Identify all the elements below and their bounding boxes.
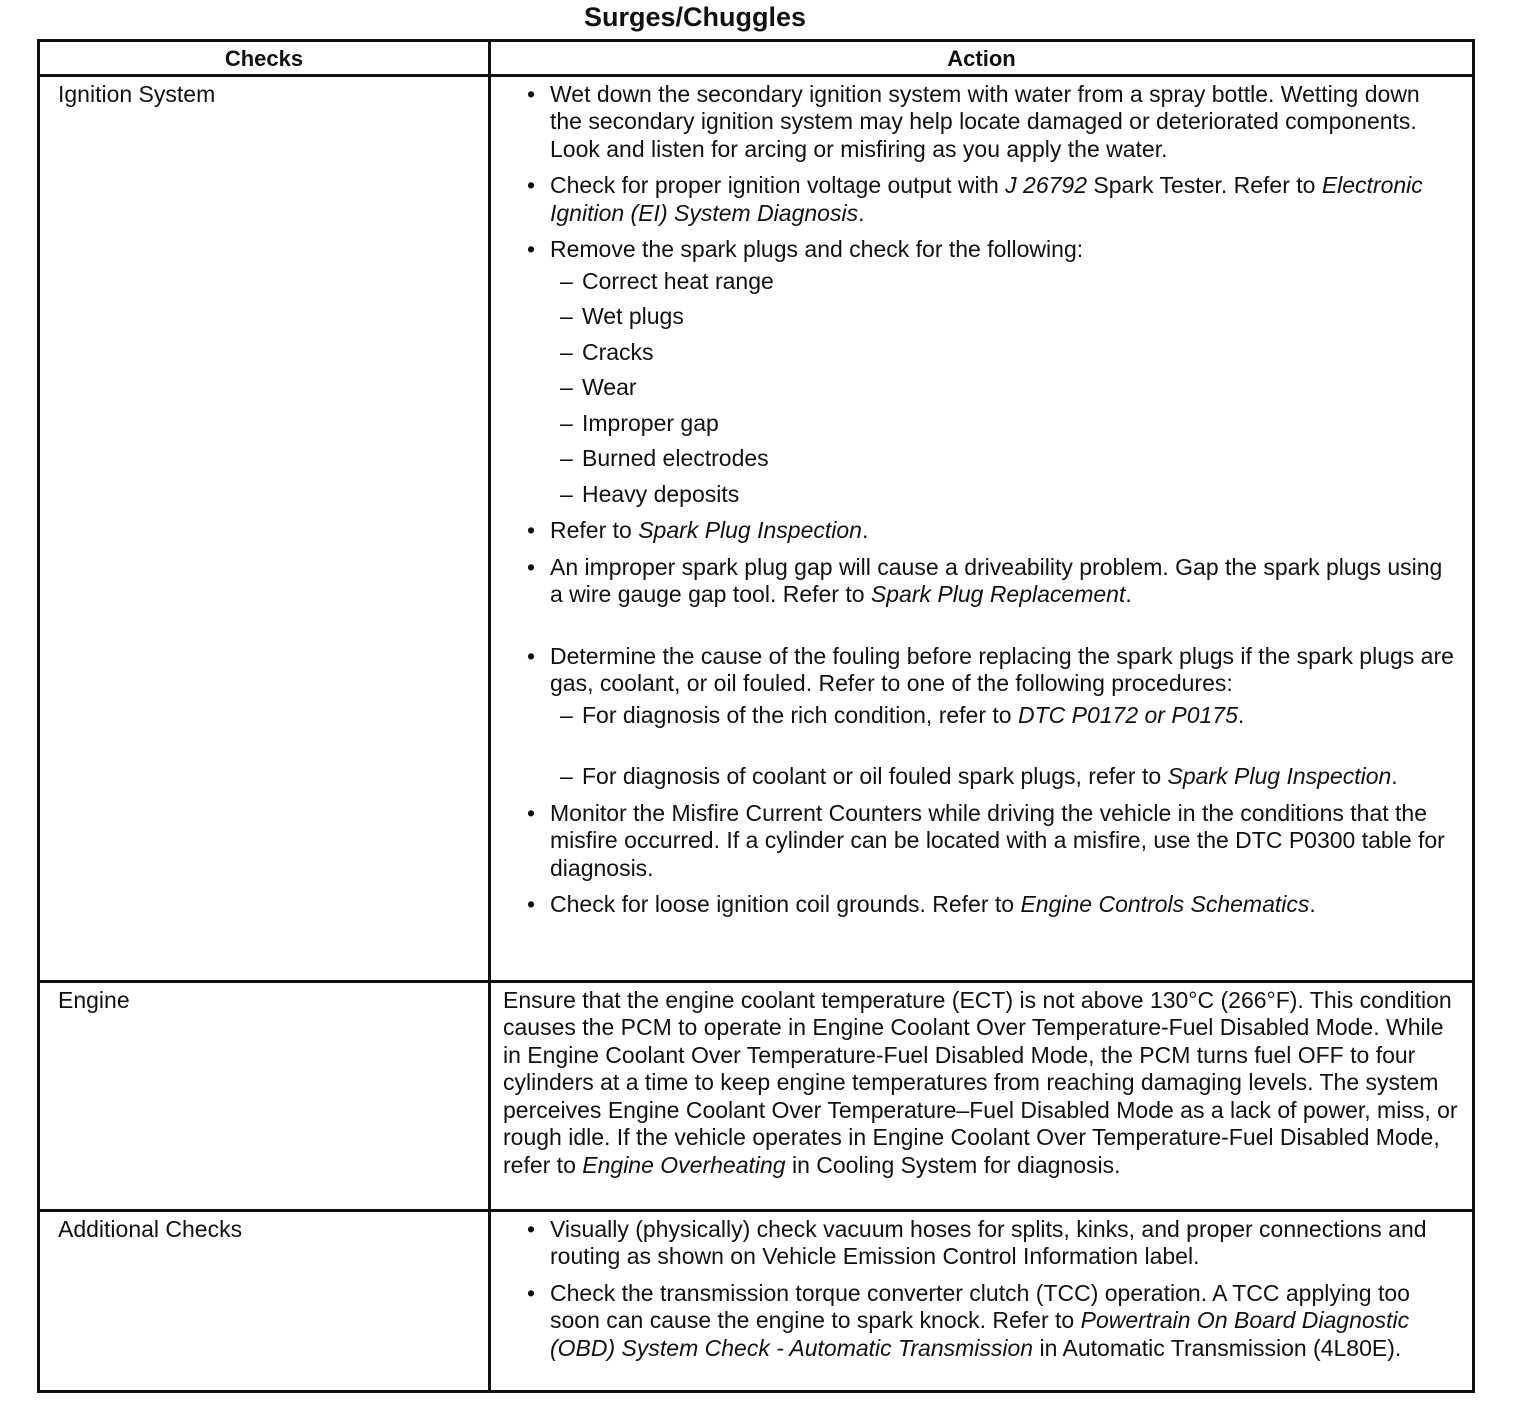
procedure-reference: Engine Overheating (582, 1151, 786, 1178)
procedure-reference: Powertrain On Board Diagnostic (OBD) System Check - Automatic Transmission (550, 1307, 1410, 1361)
list-item: • Check for loose ignition coil grounds. Refer to Engine Controls Schematics. (503, 891, 1458, 919)
page-title: Surges/Chuggles (583, 2, 807, 32)
diagnostic-table (37, 39, 1475, 1393)
list-item: • Refer to Spark Plug Inspection. (503, 517, 1458, 545)
list-item: • Determine the cause of the fouling before replacing the spark plugs if the spark plugs are gas, coolant, or oil fouled. Refer to one of the following procedures: – For diagnosis of the rich condition, refer to DTC P0172 or P0175. – For diagnosis of coolant or oil fouled spark plugs, refer to Spark Plug Inspection. (503, 643, 1458, 791)
list-item: • Wet down the secondary ignition system with water from a spray bottle. Wetting down the secondary ignition system may help locate damaged or deteriorated components. Look and listen for arcing or misfiring as you apply the water. (503, 81, 1458, 164)
action-cell-additional (490, 1210, 1474, 1391)
spark-plug-check-list (550, 268, 1458, 509)
table-header-row (39, 41, 1474, 76)
additional-action-list (503, 1216, 1458, 1363)
action-cell-engine (490, 981, 1474, 1210)
list-item: • An improper spark plug gap will cause a driveability problem. Gap the spark plugs using a wire gauge gap tool. Refer to Spark Plug Replacement. (503, 554, 1458, 609)
procedure-reference: Spark Plug Replacement (870, 581, 1126, 607)
tool-reference: J 26792 (1005, 172, 1088, 198)
sub-list-item: – Wet plugs (560, 303, 684, 329)
procedure-reference: Spark Plug Inspection (638, 517, 862, 543)
list-item: • Visually (physically) check vacuum hoses for splits, kinks, and proper connections and routing as shown on Vehicle Emission Control Information label. (503, 1216, 1458, 1271)
sub-list-item: – Improper gap (560, 409, 719, 436)
ignition-action-list (503, 81, 1458, 919)
list-item: • Remove the spark plugs and check for the following: – Correct heat range – Wet plugs – Cracks – Wear – Improper gap – Burned electrodes – Heavy deposits (503, 236, 1458, 508)
procedure-reference: DTC P0172 or P0175 (1017, 701, 1238, 728)
table-row (39, 981, 1474, 1210)
list-item: • Check the transmission torque converter clutch (TCC) operation. A TCC applying too soon can cause the engine to spark knock. Refer to Powertrain On Board Diagnostic (OBD) System Check - Automatic Transmission in Automatic Transmission (4L80E). (503, 1280, 1458, 1363)
list-item: • Monitor the Misfire Current Counters while driving the vehicle in the conditions that the misfire occurred. If a cylinder can be located with a misfire, use the DTC P0300 table for diagnosis. (503, 800, 1458, 883)
sub-list-item: – Correct heat range (560, 267, 774, 294)
sub-list-item: – For diagnosis of coolant or oil fouled spark plugs, refer to Spark Plug Inspection. (560, 763, 1398, 789)
table-row (39, 1210, 1474, 1391)
check-cell-engine: Engine (39, 981, 490, 1210)
sub-list-item: – Heavy deposits (560, 480, 740, 507)
table-row (39, 75, 1474, 981)
sub-list-item: – Burned electrodes (560, 445, 769, 471)
check-cell-ignition: Ignition System (39, 75, 490, 981)
check-cell-additional: Additional Checks (39, 1210, 490, 1391)
procedure-reference: Spark Plug Inspection (1167, 763, 1392, 789)
sub-list-item: – Cracks (560, 338, 654, 365)
fouling-procedure-list (550, 702, 1458, 791)
column-header-action: Action (490, 41, 1474, 76)
sub-list-item: – Wear (560, 374, 637, 400)
procedure-reference: Engine Controls Schematics (1020, 891, 1310, 917)
action-cell-ignition (490, 75, 1474, 981)
list-item: • Check for proper ignition voltage output with J 26792 Spark Tester. Refer to Electronic Ignition (EI) System Diagnosis. (503, 172, 1458, 227)
engine-action-text: Ensure that the engine coolant temperature (ECT) is not above 130°C (266°F). This condition causes the PCM to operate in Engine Coolant Over Temperature-Fuel Disabled Mode. While in Engine Coolant Over Temperature-Fuel Disabled Mode, the PCM turns fuel OFF to four cylinders at a time to keep engine temperatures from reaching damaging levels. The system perceives Engine Coolant Over Temperature–Fuel Disabled Mode as a lack of power, miss, or rough idle. If the vehicle operates in Engine Coolant Over Temperature-Fuel Disabled Mode, refer to Engine Overheating in Cooling System for diagnosis. (503, 986, 1458, 1178)
sub-list-item: – For diagnosis of the rich condition, refer to DTC P0172 or P0175. (560, 701, 1245, 728)
column-header-checks: Checks (39, 41, 490, 76)
procedure-reference: Electronic Ignition (EI) System Diagnosis (550, 172, 1423, 226)
